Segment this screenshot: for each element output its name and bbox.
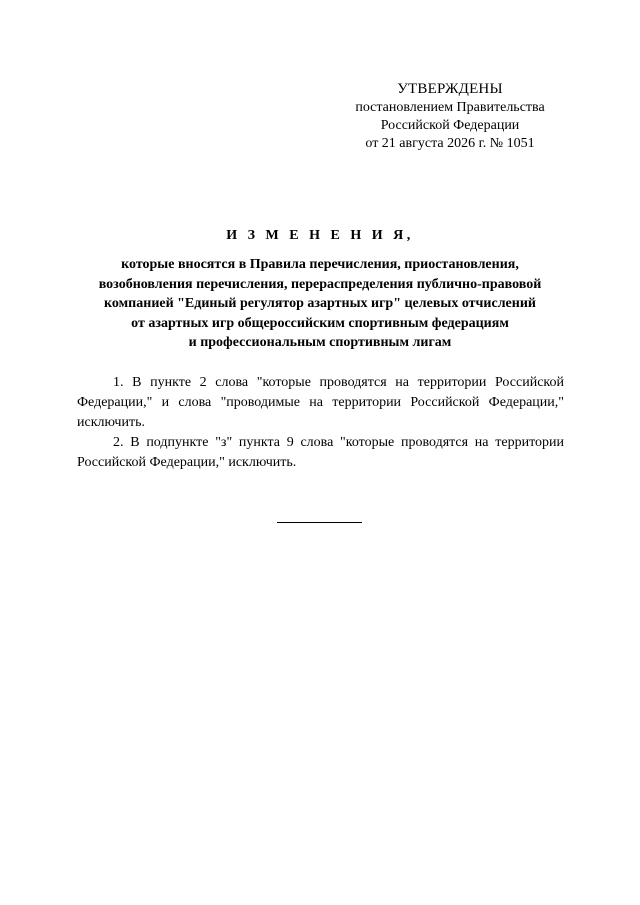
approval-stamp-title: УТВЕРЖДЕНЫ [397, 81, 503, 97]
approval-line-date: от 21 августа 2026 г. № 1051 [365, 136, 535, 151]
document-title: И З М Е Н Е Н И Я, [226, 228, 414, 243]
amendment-paragraph-1: 1. В пункте 2 слова "которые проводятся на территории Российской Федерации," и слова "проводимые на территории Российской Федерации," исключить. [77, 375, 564, 430]
subtitle-line: компанией "Единый регулятор азартных игр" целевых отчислений [104, 296, 536, 311]
document-subtitle [60, 255, 580, 353]
approval-line-country: Российской Федерации [380, 118, 520, 133]
closing-divider [277, 522, 362, 523]
approval-line-authority: постановлением Правительства [355, 100, 545, 115]
subtitle-line: и профессиональным спортивным лигам [188, 335, 452, 350]
amendment-paragraph-2: 2. В подпункте "з" пункта 9 слова "которые проводятся на территории Российской Федерации," исключить. [77, 435, 564, 470]
document-heading [60, 227, 580, 353]
subtitle-line: которые вносятся в Правила перечисления, приостановления, [121, 257, 519, 272]
approval-block [340, 80, 560, 153]
document-body [77, 373, 564, 473]
subtitle-line: возобновления перечисления, перераспределения публично-правовой [98, 276, 542, 292]
subtitle-line: от азартных игр общероссийским спортивным федерациям [131, 315, 509, 331]
